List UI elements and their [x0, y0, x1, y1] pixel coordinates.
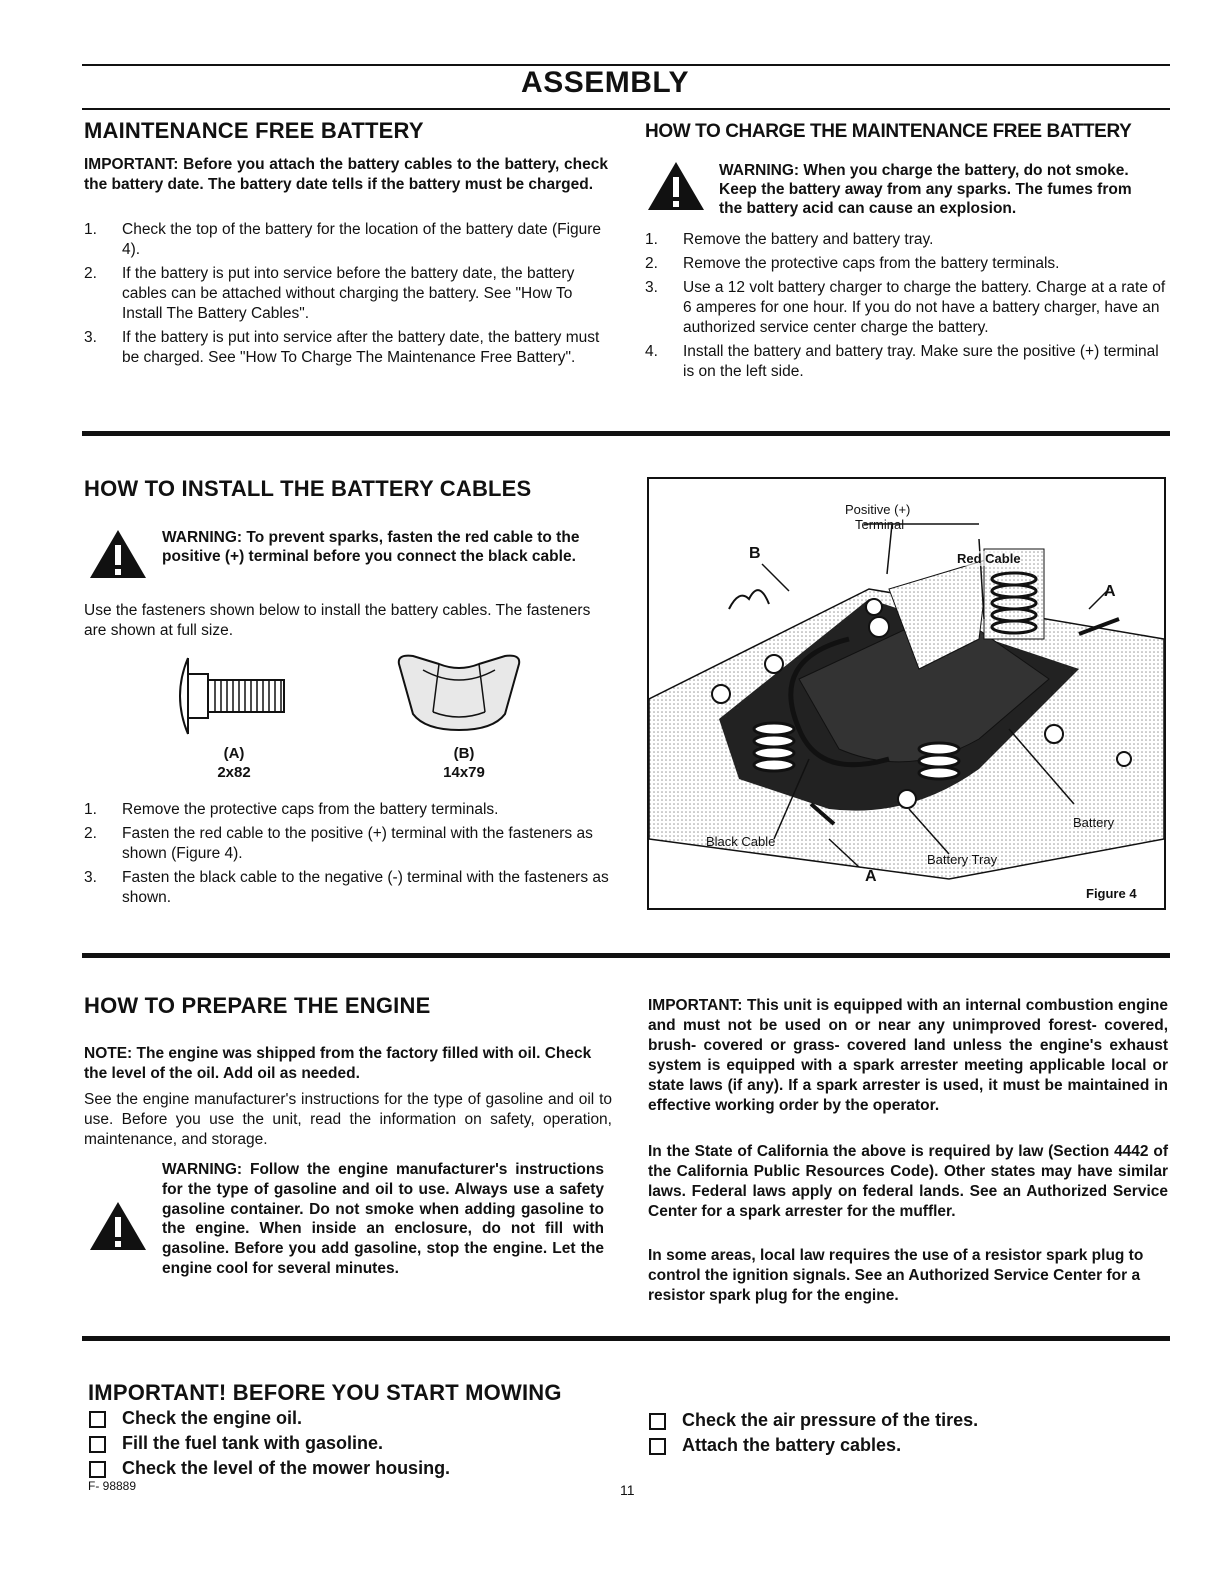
- engine-important-3: In some areas, local law requires the use of a resistor spark plug to control the ignition signals. See an Authorized Service Center for a resistor spark plug for the engine.: [648, 1247, 1144, 1304]
- charge-warning: WARNING: When you charge the battery, do not smoke. Keep the battery away from any sparks. The fumes from the battery acid can cause an explosion.: [719, 162, 1132, 217]
- checkbox[interactable]: [89, 1461, 106, 1478]
- checkbox[interactable]: [649, 1413, 666, 1430]
- maintenance-steps: [84, 220, 608, 372]
- engine-para: See the engine manufacturer's instructions for the type of gasoline and oil to use. Before you use the unit, read the information on safety, operation, maintenance, and storage.: [84, 1091, 612, 1148]
- checklist-item[interactable]: Attach the battery cables.: [646, 1433, 978, 1458]
- list-item: 2. Fasten the red cable to the positive (+) terminal with the fasteners as shown (Figure 4).: [84, 825, 593, 862]
- checklist-left: [86, 1406, 450, 1481]
- wing-nut-icon: [393, 650, 525, 734]
- section-divider: [82, 431, 1170, 436]
- carriage-bolt-icon: [168, 650, 290, 742]
- checklist-right: [646, 1408, 978, 1458]
- list-item: 4. Install the battery and battery tray. Make sure the positive (+) terminal is on the left side.: [645, 343, 1159, 380]
- warning-icon: [88, 528, 148, 580]
- label-b: B: [749, 545, 761, 562]
- label-positive: Positive (+): [845, 502, 911, 517]
- label-red-cable: Red Cable: [957, 551, 1021, 566]
- warning-icon: [88, 1200, 148, 1252]
- list-item: 1. Remove the battery and battery tray.: [645, 231, 934, 248]
- title-underline: [82, 108, 1170, 110]
- warning-icon: [646, 160, 706, 212]
- checkbox[interactable]: [89, 1436, 106, 1453]
- list-item: 3. Use a 12 volt battery charger to charge the battery. Charge at a rate of 6 amperes for one hour. If you do not have a battery charger, have an authorized service center charge the battery.: [645, 279, 1166, 336]
- page-title: ASSEMBLY: [521, 66, 689, 99]
- maintenance-important: IMPORTANT: Before you attach the battery cables to the battery, check the battery date. The battery date tells if the battery must be charged.: [84, 156, 608, 193]
- label-a-top: A: [1104, 583, 1116, 600]
- engine-warning: WARNING: Follow the engine manufacturer's instructions for the type of gasoline and oil to use. Always use a safety gasoline container. Do not smoke when adding gasoline to the engine. When inside an enclosure, do not fill with gasoline. Before you add gasoline, stop the engine. Let the engine cool for several minutes.: [162, 1161, 604, 1277]
- label-battery: Battery: [1073, 815, 1115, 830]
- checklist-item[interactable]: Fill the fuel tank with gasoline.: [86, 1431, 450, 1456]
- install-intro: Use the fasteners shown below to install the battery cables. The fasteners are shown at full size.: [84, 602, 591, 639]
- list-item: 2. If the battery is put into service before the battery date, the battery cables can be attached without charging the battery. See "How To Install The Battery Cables".: [84, 265, 575, 322]
- section-divider: [82, 953, 1170, 958]
- charge-battery-heading: HOW TO CHARGE THE MAINTENANCE FREE BATTERY: [645, 121, 1132, 142]
- before-mowing-heading: IMPORTANT! BEFORE YOU START MOWING: [88, 1380, 562, 1405]
- footer-code: F- 98889: [88, 1479, 137, 1493]
- list-item: 1. Remove the protective caps from the battery terminals.: [84, 801, 499, 818]
- charge-steps: [645, 230, 1167, 386]
- list-item: 3. Fasten the black cable to the negative (-) terminal with the fasteners as shown.: [84, 869, 609, 906]
- figure-caption: Figure 4: [1086, 886, 1137, 901]
- engine-note: NOTE: The engine was shipped from the factory filled with oil. Check the level of the oil. Add oil as needed.: [84, 1045, 592, 1082]
- list-item: 2. Remove the protective caps from the battery terminals.: [645, 255, 1060, 272]
- page-number: 11: [620, 1482, 635, 1498]
- list-item: 3. If the battery is put into service after the battery date, the battery must be charged. See "How To Charge The Maintenance Free Battery".: [84, 329, 600, 366]
- prepare-engine-heading: HOW TO PREPARE THE ENGINE: [84, 993, 431, 1018]
- engine-important-2: In the State of California the above is required by law (Section 4442 of the California Public Resources Code). Other states may have similar laws. Federal laws apply on federal lands. See an Authorized Service Center for a spark arrester for the muffler.: [648, 1143, 1168, 1220]
- label-terminal: Terminal: [855, 517, 905, 532]
- engine-important-1: IMPORTANT: This unit is equipped with an internal combustion engine and must not be used on or near any unimproved forest- covered, brush- covered or grass- covered land unless the engine's exhaust system is equipped with a spark arrester meeting applicable local or state laws (if any). If a spark arrester is used, it must be maintained in effective working order by the operator.: [648, 997, 1168, 1114]
- section-divider: [82, 1336, 1170, 1341]
- install-warning: WARNING: To prevent sparks, fasten the red cable to the positive (+) terminal before you connect the black cable.: [162, 529, 580, 565]
- label-a-bottom: A: [865, 868, 877, 885]
- checklist-item[interactable]: Check the level of the mower housing.: [86, 1456, 450, 1481]
- maintenance-battery-heading: MAINTENANCE FREE BATTERY: [84, 118, 424, 143]
- fastener-a-label: (A) 2x82: [217, 745, 251, 781]
- install-steps: [84, 800, 612, 912]
- list-item: 1. Check the top of the battery for the location of the battery date (Figure 4).: [84, 221, 602, 258]
- checkbox[interactable]: [89, 1411, 106, 1428]
- checkbox[interactable]: [649, 1438, 666, 1455]
- fastener-b-label: (B) 14x79: [443, 745, 485, 781]
- label-battery-tray: Battery Tray: [927, 852, 998, 867]
- checklist-item[interactable]: Check the air pressure of the tires.: [646, 1408, 978, 1433]
- label-black-cable: Black Cable: [706, 834, 776, 849]
- checklist-item[interactable]: Check the engine oil.: [86, 1406, 450, 1431]
- install-cables-heading: HOW TO INSTALL THE BATTERY CABLES: [84, 476, 532, 501]
- figure-4: [647, 477, 1166, 910]
